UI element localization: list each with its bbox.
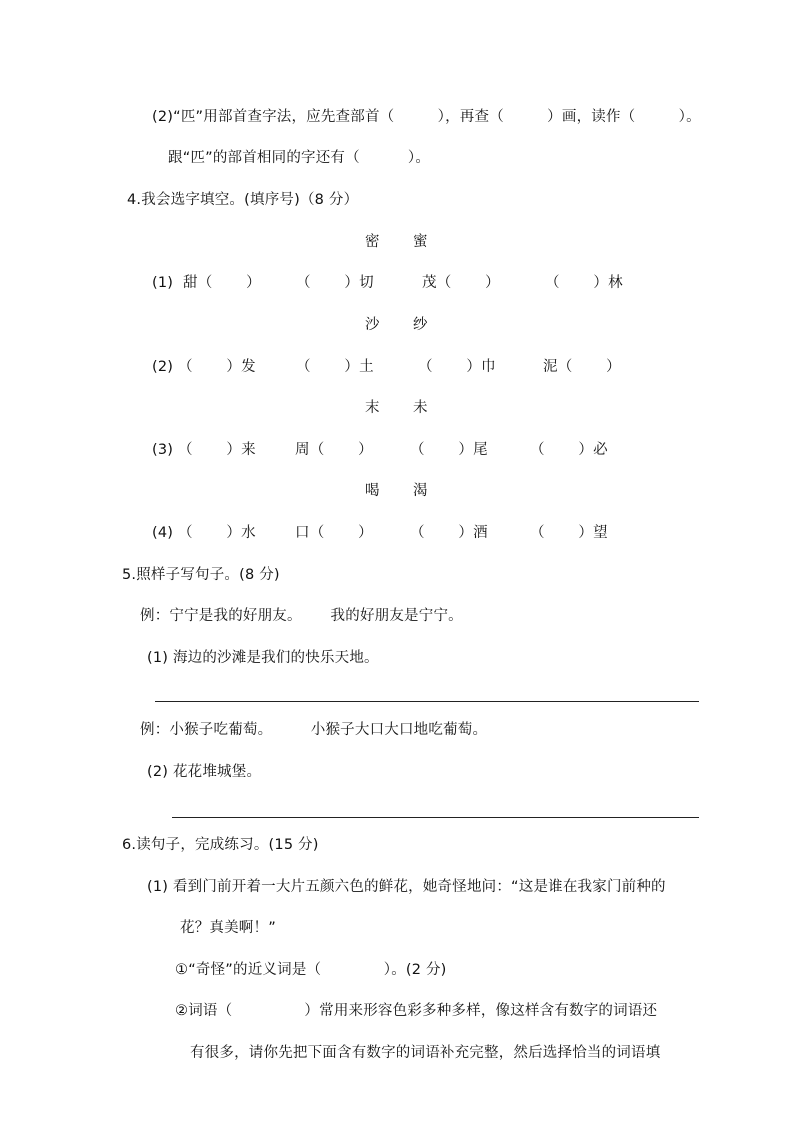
group1-cell-1: 甜（ ） — [183, 275, 261, 291]
group4-choice-char-2: 渴 — [413, 483, 428, 499]
group3-cell-4: （ ）必 — [530, 442, 608, 458]
group1-choice-char-1: 密 — [365, 234, 380, 250]
group3-cell-3: （ ）尾 — [410, 442, 488, 458]
section5-example1: 例：宁宁是我的好朋友。 我的好朋友是宁宁。 — [140, 608, 463, 624]
group1-cell-3: 茂（ ） — [422, 275, 500, 291]
section5-title: 5.照样子写句子。(8 分) — [122, 567, 280, 583]
group4-cell-2: 口（ ） — [295, 525, 373, 541]
group2-cell-4: 泥（ ） — [543, 359, 621, 375]
section6-sub1: ①“奇怪”的近义词是（ ）。(2 分) — [175, 962, 447, 978]
group3-cell-2: 周（ ） — [295, 442, 373, 458]
section6-q1-line2: 花？真美啊！” — [180, 920, 276, 936]
section6-title: 6.读句子，完成练习。(15 分) — [122, 837, 319, 853]
group3-choice-char-2: 未 — [413, 400, 428, 416]
group2-prefix: (2) — [152, 359, 174, 375]
group2-cell-1: （ ）发 — [178, 359, 256, 375]
group2-choice-char-2: 纱 — [413, 317, 428, 333]
section6-sub2-line1: ②词语（ ）常用来形容色彩多种多样，像这样含有数字的词语还 — [175, 1003, 658, 1019]
section6-q1-line1: (1) 看到门前开着一大片五颜六色的鲜花，她奇怪地问：“这是谁在我家门前种的 — [147, 879, 666, 895]
group2-choice-char-1: 沙 — [365, 317, 380, 333]
section5-question1: (1) 海边的沙滩是我们的快乐天地。 — [147, 650, 379, 666]
group4-prefix: (4) — [152, 525, 174, 541]
group3-prefix: (3) — [152, 442, 174, 458]
group1-prefix: (1) — [152, 275, 174, 291]
group4-choice-char-1: 喝 — [365, 483, 380, 499]
section5-question2: (2) 花花堆城堡。 — [147, 764, 262, 780]
section3-item2-line2: 跟“匹”的部首相同的字还有（ ）。 — [168, 150, 431, 166]
group2-cell-3: （ ）巾 — [418, 359, 496, 375]
group1-cell-4: （ ）林 — [545, 275, 623, 291]
group1-cell-2: （ ）切 — [296, 275, 374, 291]
section5-example2: 例：小猴子吃葡萄。 小猴子大口大口地吃葡萄。 — [140, 722, 488, 738]
group1-choice-char-2: 蜜 — [413, 234, 428, 250]
section3-item2-line1: (2)“匹”用部首查字法，应先查部首（ ），再查（ ）画，读作（ ）。 — [152, 109, 701, 125]
group2-cell-2: （ ）土 — [296, 359, 374, 375]
answer-line-2[interactable] — [172, 817, 699, 818]
group4-cell-1: （ ）水 — [178, 525, 256, 541]
group3-cell-1: （ ）来 — [178, 442, 256, 458]
group3-choice-char-1: 末 — [365, 400, 380, 416]
group4-cell-3: （ ）酒 — [410, 525, 488, 541]
section6-sub2-line2: 有很多，请你先把下面含有数字的词语补充完整，然后选择恰当的词语填 — [190, 1045, 661, 1061]
group4-cell-4: （ ）望 — [530, 525, 608, 541]
answer-line-1[interactable] — [155, 701, 699, 702]
section4-title: 4.我会选字填空。(填序号)（8 分） — [127, 192, 359, 208]
